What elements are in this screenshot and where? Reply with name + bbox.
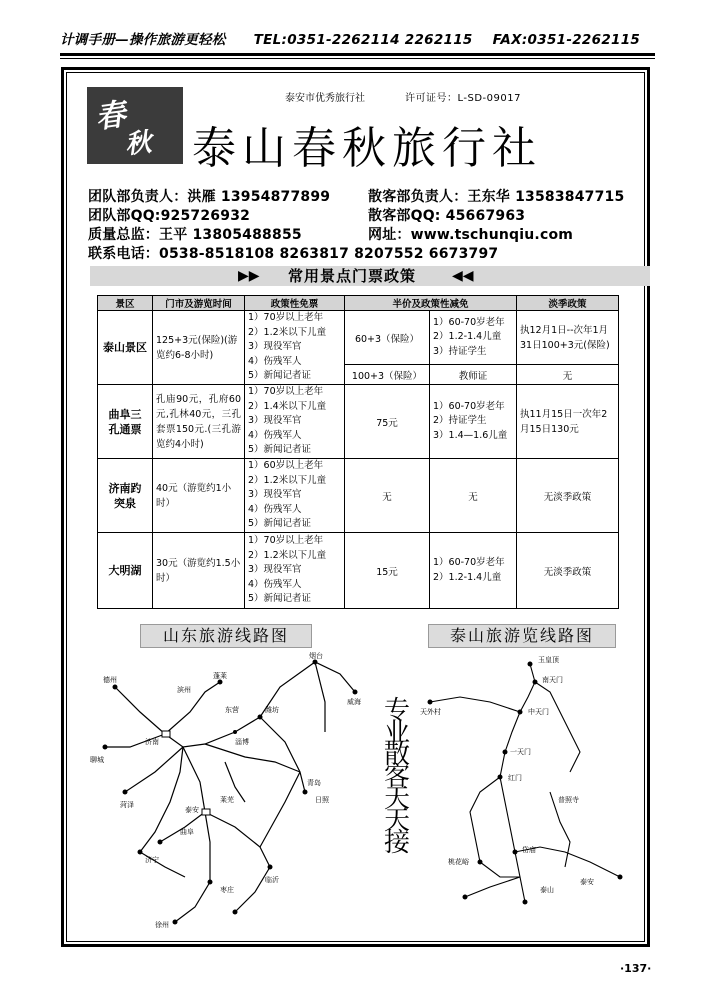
map-city-label: 徐州 [155, 921, 169, 929]
map-spot-label: 南天门 [542, 676, 563, 684]
agency-logo: 春 秋 [87, 87, 183, 164]
map-city-label: 莱芜 [220, 796, 234, 804]
slogan-char: 散 [384, 740, 411, 770]
map-spot-label: 玉皇顶 [538, 656, 559, 664]
cell-half-a: 无 [345, 459, 430, 533]
cell-site: 泰山景区 [98, 311, 153, 385]
table-row [98, 533, 619, 609]
map-spot-label: 岱庙 [522, 846, 536, 854]
free-item: 1）60岁以上老年 [248, 460, 324, 472]
map-spot-label: 一天门 [510, 748, 531, 756]
contact-phone: 联系电话：0538-8518108 8263817 8207552 6673797 [88, 246, 499, 262]
cell-free [245, 533, 345, 609]
map-city-label: 枣庄 [220, 886, 234, 894]
header-slogan: 计调手册—操作旅游更轻松 [60, 32, 226, 48]
cell-sub-a: 100+3（保险） [345, 365, 430, 385]
table-header-row [98, 296, 619, 311]
agency-name: 泰山春秋旅行社 [192, 123, 542, 174]
agency-recommend: 泰安市优秀旅行社 [285, 93, 365, 104]
cell-site: 大明湖 [98, 533, 153, 609]
map-city-label: 烟台 [309, 652, 323, 660]
free-item: 5）新闻记者证 [248, 593, 312, 605]
map-spot-label: 泰安 [580, 878, 594, 886]
map-city-label: 德州 [103, 676, 117, 684]
cell-site: 曲阜三孔通票 [98, 385, 153, 459]
cell-price: 40元（游览约1小时） [153, 459, 245, 533]
free-item: 1）70岁以上老年 [248, 312, 324, 324]
cell-sub-b: 教师证 [430, 365, 517, 385]
map-city-label: 威海 [347, 698, 361, 706]
table-row [98, 311, 619, 365]
free-item: 2）1.2米以下儿童 [248, 326, 327, 338]
map-city-label: 菏泽 [120, 801, 134, 809]
map-city-label: 淄博 [235, 738, 249, 746]
cell-free [245, 311, 345, 385]
cell-free [245, 459, 345, 533]
cell-offseason: 无淡季政策 [517, 459, 619, 533]
slogan-char: 天 [384, 806, 411, 836]
header-rule-thick [60, 53, 655, 56]
table-row [98, 385, 619, 459]
agency-license: 许可证号：L-SD-09017 [405, 93, 521, 104]
free-item: 4）伤残军人 [248, 578, 302, 590]
header-free: 政策性免票 [245, 296, 345, 311]
free-item: 2）1.2米以下儿童 [248, 549, 327, 561]
cell-price: 125+3元(保险)(游览约6-8小时) [153, 311, 245, 385]
map-spot-label: 红门 [508, 774, 522, 782]
free-item: 1）70岁以上老年 [248, 535, 324, 547]
header-tel: TEL:0351-2262114 2262115 [253, 32, 473, 48]
slogan-char: 天 [384, 784, 411, 814]
half-item: 2）持证学生 [433, 415, 487, 427]
arrow-left-icon: ◀◀ [452, 268, 474, 284]
map-spot-label: 中天门 [528, 708, 549, 716]
map-city-label: 泰安 [185, 806, 199, 814]
map-spot-label: 泰山 [540, 886, 554, 894]
half-item: 3）1.4—1.6儿童 [433, 429, 508, 441]
free-item: 3）现役军官 [248, 341, 302, 353]
map-city-label: 潍坊 [265, 706, 279, 714]
slogan-char: 接 [384, 828, 411, 858]
ticket-policy-table [97, 295, 619, 609]
map-spot-label: 桃花峪 [448, 858, 469, 866]
map-spot-label: 普照寺 [558, 796, 579, 804]
map-city-label: 聊城 [90, 756, 104, 764]
cell-free [245, 385, 345, 459]
cell-half-b [430, 533, 517, 609]
header-half: 半价及政策性减免 [345, 296, 517, 311]
slogan-char: 专 [384, 696, 411, 726]
cell-half-a: 60+3（保险） [345, 311, 430, 365]
cell-price: 孔庙90元，孔府60元,孔林40元，三孔套票150元.(三孔游览约4小时) [153, 385, 245, 459]
header-rule-thin [60, 58, 655, 59]
slogan-char: 业 [384, 718, 411, 748]
cell-price: 30元（游览约1.5小时） [153, 533, 245, 609]
half-item: 1）60-70岁老年 [433, 557, 505, 568]
map-city-label: 青岛 [307, 779, 321, 787]
map-left-title: 山东旅游线路图 [140, 624, 312, 648]
cell-half-b [430, 311, 517, 365]
free-item: 3）现役军官 [248, 564, 302, 576]
header-fax: FAX:0351-2262115 [492, 32, 641, 48]
header-price: 门市及游览时间 [153, 296, 245, 311]
half-item: 1）60-70岁老年 [433, 316, 505, 328]
map-city-label: 滨州 [177, 686, 191, 694]
header-offseason: 淡季政策 [517, 296, 619, 311]
section-title: 常用景点门票政策 [288, 267, 417, 285]
map-city-label: 临沂 [265, 876, 279, 884]
taishan-route-map [420, 652, 640, 922]
section-banner [90, 266, 650, 286]
map-city-label: 曲阜 [180, 828, 194, 836]
free-item: 5）新闻记者证 [248, 444, 312, 456]
free-item: 4）伤残军人 [248, 429, 302, 441]
cell-offseason: 执12月1日--次年1月31日100+3元(保险) [517, 311, 619, 365]
page-number: ·137· [620, 962, 652, 975]
half-item: 2）1.2-1.4儿童 [433, 571, 502, 583]
cell-half-b: 无 [430, 459, 517, 533]
contact-group-manager: 团队部负责人：洪雁 13954877899 [88, 189, 331, 205]
free-item: 1）70岁以上老年 [248, 386, 324, 398]
map-spot-label: 天外村 [420, 708, 441, 716]
slogan-char: 客 [384, 762, 411, 792]
contact-group-qq: 团队部QQ:925726932 [88, 208, 251, 224]
cell-half-a: 75元 [345, 385, 430, 459]
free-item: 2）1.2米以下儿童 [248, 474, 327, 486]
header-bar [60, 28, 660, 52]
free-item: 5）新闻记者证 [248, 518, 312, 530]
map-city-label: 蓬莱 [213, 672, 227, 680]
cell-offseason: 执11月15日一次年2月15日130元 [517, 385, 619, 459]
half-item: 1）60-70岁老年 [433, 400, 505, 412]
cell-half-a: 15元 [345, 533, 430, 609]
header-site: 景区 [98, 296, 153, 311]
contact-individual-qq: 散客部QQ: 45667963 [368, 208, 526, 224]
half-item: 3）持证学生 [433, 345, 487, 357]
contact-website: 网址：www.tschunqiu.com [368, 227, 574, 243]
table-row [98, 459, 619, 533]
map-city-label: 济宁 [145, 856, 159, 864]
shandong-route-map [85, 652, 365, 932]
free-item: 5）新闻记者证 [248, 370, 312, 382]
map-right-title: 泰山旅游览线路图 [428, 624, 616, 648]
free-item: 2）1.4米以下儿童 [248, 400, 327, 412]
map-city-label: 济南 [145, 738, 159, 746]
cell-offseason: 无淡季政策 [517, 533, 619, 609]
cell-sub-c: 无 [517, 365, 619, 385]
slogan-vertical [384, 696, 411, 858]
half-item: 2）1.2-1.4儿童 [433, 331, 502, 343]
free-item: 4）伤残军人 [248, 355, 302, 367]
free-item: 3）现役军官 [248, 489, 302, 501]
cell-site: 济南趵突泉 [98, 459, 153, 533]
free-item: 3）现役军官 [248, 415, 302, 427]
cell-half-b [430, 385, 517, 459]
contact-quality: 质量总监：王平 13805488855 [88, 227, 302, 243]
free-item: 4）伤残军人 [248, 503, 302, 515]
arrow-right-icon: ▶▶ [238, 268, 260, 284]
contact-individual-manager: 散客部负责人：王东华 13583847715 [368, 189, 625, 205]
map-city-label: 东营 [225, 706, 239, 714]
map-city-label: 日照 [315, 796, 329, 804]
